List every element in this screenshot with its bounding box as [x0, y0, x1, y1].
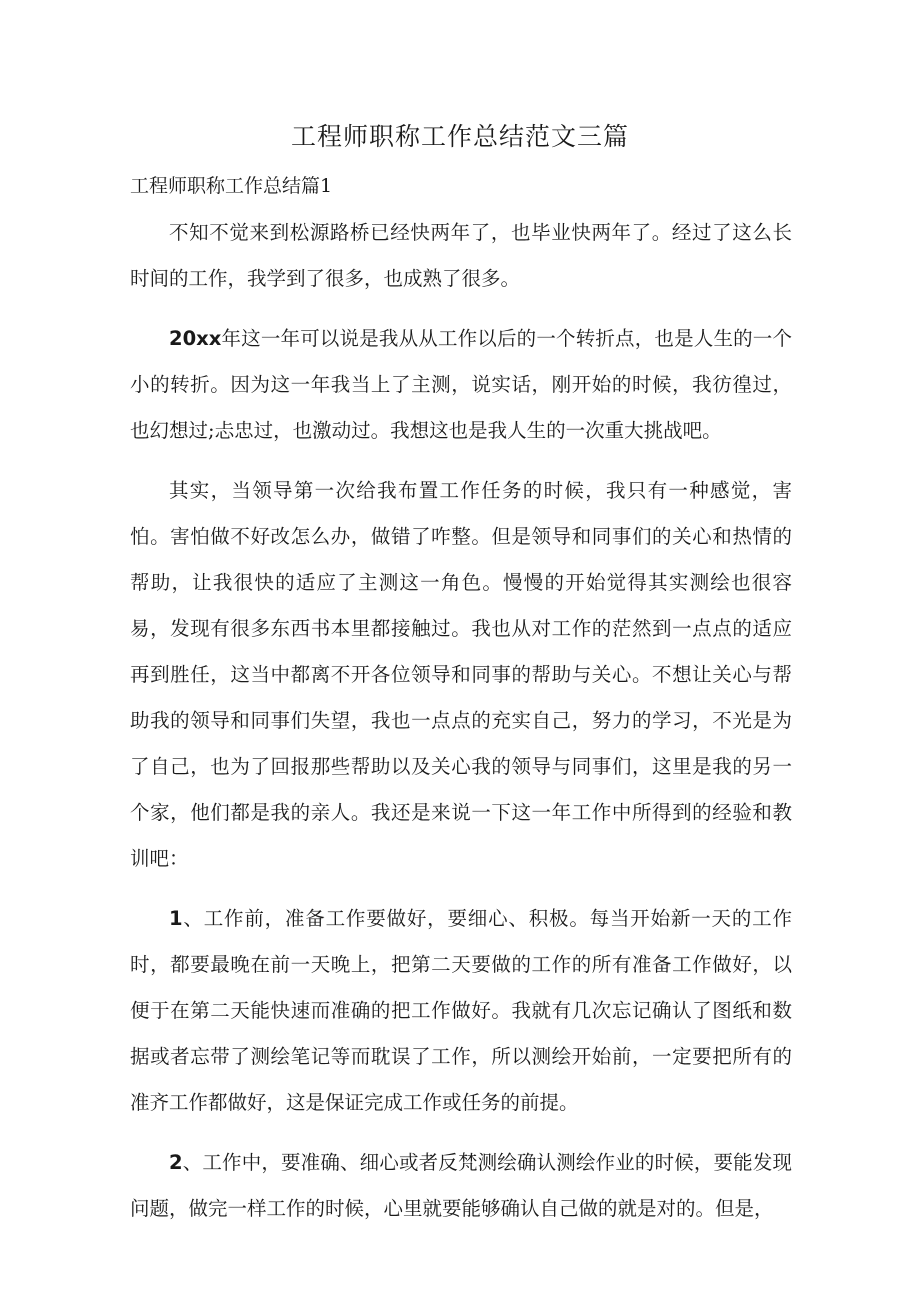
paragraph-text: 年这一年可以说是我从从工作以后的一个转折点，也是人生的一个小的转折。因为这一年我当上了主测，说实话，刚开始的时候，我彷徨过，也幻想过;忐忠过，也激动过。我想这也是我人生的一次重大挑战吧。 [130, 327, 792, 442]
paragraph-lead: 20xx [169, 327, 222, 350]
paragraph-text: 不知不觉来到松源路桥已经快两年了，也毕业快两年了。经过了这么长时间的工作，我学到了很多，也成熟了很多。 [130, 221, 792, 290]
paragraph [130, 316, 792, 454]
paragraph [130, 210, 792, 302]
section-heading: 工程师职称工作总结篇1 [130, 175, 333, 197]
paragraph [130, 1140, 792, 1232]
document-title: 工程师职称工作总结范文三篇 [290, 122, 629, 151]
paragraph-text: 、工作中，要准确、细心或者反梵测绘确认测绘作业的时候，要能发现问题，做完一样工作的时候，心里就要能够确认自己做的就是对的。但是， [130, 1151, 792, 1220]
paragraph [130, 468, 792, 882]
document-body [130, 210, 792, 1246]
paragraph-text: 、工作前，准备工作要做好，要细心、积极。每当开始新一天的工作时，都要最晚在前一天晚上，把第二天要做的工作的所有准备工作做好，以便于在第二天能快速而准确的把工作做好。我就有几次忘记确认了图纸和数据或者忘带了测绘笔记等而耽误了工作，所以测绘开始前，一定要把所有的准齐工作都做好，这是保证完成工作或任务的前提。 [130, 907, 792, 1114]
paragraph-text: 其实，当领导第一次给我布置工作任务的时候，我只有一种感觉，害怕。害怕做不好改怎么办，做错了咋整。但是领导和同事们的关心和热情的帮助，让我很快的适应了主测这一角色。慢慢的开始觉得其实测绘也很容易，发现有很多东西书本里都接触过。我也从对工作的茫然到一点点的适应再到胜任，这当中都离不开各位领导和同事的帮助与关心。不想让关心与帮助我的领导和同事们失望，我也一点点的充实自己，努力的学习，不光是为了自己，也为了回报那些帮助以及关心我的领导与同事们，这里是我的另一个家，他们都是我的亲人。我还是来说一下这一年工作中所得到的经验和教训吧： [130, 479, 792, 870]
paragraph-lead: 1 [169, 907, 183, 930]
paragraph-lead: 2 [169, 1151, 183, 1174]
paragraph [130, 896, 792, 1126]
